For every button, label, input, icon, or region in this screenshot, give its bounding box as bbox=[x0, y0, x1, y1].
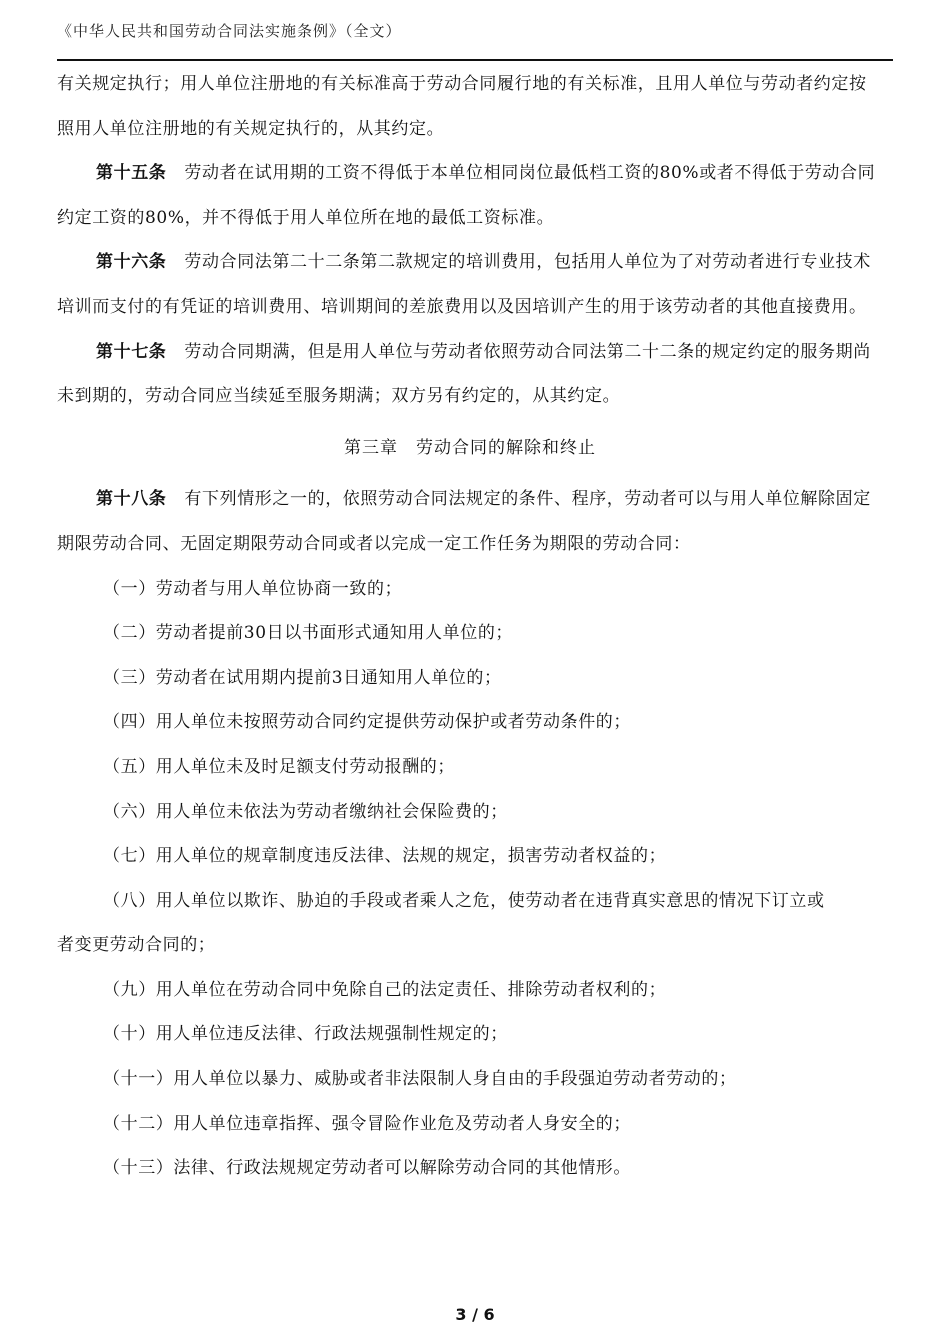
list-item: （六）用人单位未依法为劳动者缴纳社会保险费的； bbox=[103, 801, 508, 822]
article-18 bbox=[57, 477, 883, 566]
list-item: （四）用人单位未按照劳动合同约定提供劳动保护或者劳动条件的； bbox=[103, 712, 631, 733]
document-header: 《中华人民共和国劳动合同法实施条例》（全文） bbox=[57, 22, 402, 40]
article-text: 劳动合同期满，但是用人单位与劳动者依照劳动合同法第二十二条的规定约定的服务期尚未到期的，劳动合同应当续延至服务期满；双方另有约定的，从其约定。 bbox=[57, 341, 871, 407]
list-item: （十二）用人单位违章指挥、强令冒险作业危及劳动者人身安全的； bbox=[103, 1113, 631, 1134]
article-17 bbox=[57, 330, 883, 419]
list-item-continuation: 者变更劳动合同的； bbox=[57, 935, 216, 956]
list-item: （七）用人单位的规章制度违反法律、法规的规定，损害劳动者权益的； bbox=[103, 846, 667, 867]
article-15 bbox=[57, 151, 883, 240]
list-item: （二）劳动者提前30日以书面形式通知用人单位的； bbox=[103, 623, 514, 644]
list-item: （十一）用人单位以暴力、威胁或者非法限制人身自由的手段强迫劳动者劳动的； bbox=[103, 1069, 737, 1090]
article-number: 第十八条 bbox=[96, 489, 167, 510]
list-item: （十）用人单位违反法律、行政法规强制性规定的； bbox=[103, 1024, 508, 1045]
article-text: 有下列情形之一的，依照劳动合同法规定的条件、程序，劳动者可以与用人单位解除固定期限劳动合同、无固定期限劳动合同或者以完成一定工作任务为期限的劳动合同： bbox=[57, 489, 871, 554]
article-number: 第十七条 bbox=[96, 341, 167, 362]
article-text: 劳动合同法第二十二条第二款规定的培训费用，包括用人单位为了对劳动者进行专业技术培训而支付的有凭证的培训费用、培训期间的差旅费用以及因培训产生的用于该劳动者的其他直接费用。 bbox=[57, 252, 871, 317]
list-item: （五）用人单位未及时足额支付劳动报酬的； bbox=[103, 756, 455, 777]
page-number: 3 / 6 bbox=[455, 1305, 495, 1324]
chapter-heading bbox=[57, 419, 883, 478]
header-divider bbox=[57, 59, 893, 61]
article-number: 第十六条 bbox=[96, 252, 167, 273]
continued-paragraph: 有关规定执行；用人单位注册地的有关标准高于劳动合同履行地的有关标准，且用人单位与劳动者约定按照用人单位注册地的有关规定执行的，从其约定。 bbox=[57, 74, 867, 139]
document-body bbox=[57, 62, 883, 1191]
list-item: （一）劳动者与用人单位协商一致的； bbox=[103, 578, 403, 599]
chapter-title: 劳动合同的解除和终止 bbox=[416, 437, 596, 458]
article-16 bbox=[57, 240, 883, 329]
list-item: （十三）法律、行政法规规定劳动者可以解除劳动合同的其他情形。 bbox=[103, 1158, 631, 1179]
article-text: 劳动者在试用期的工资不得低于本单位相同岗位最低档工资的80%或者不得低于劳动合同约定工资的80%，并不得低于用人单位所在地的最低工资标准。 bbox=[57, 163, 876, 228]
chapter-number: 第三章 bbox=[344, 437, 398, 458]
list-item: （八）用人单位以欺诈、胁迫的手段或者乘人之危，使劳动者在违背真实意思的情况下订立或 bbox=[103, 890, 825, 911]
list-item: （三）劳动者在试用期内提前3日通知用人单位的； bbox=[103, 667, 502, 688]
list-item: （九）用人单位在劳动合同中免除自己的法定责任、排除劳动者权利的； bbox=[103, 979, 667, 1000]
article-number: 第十五条 bbox=[96, 163, 167, 184]
